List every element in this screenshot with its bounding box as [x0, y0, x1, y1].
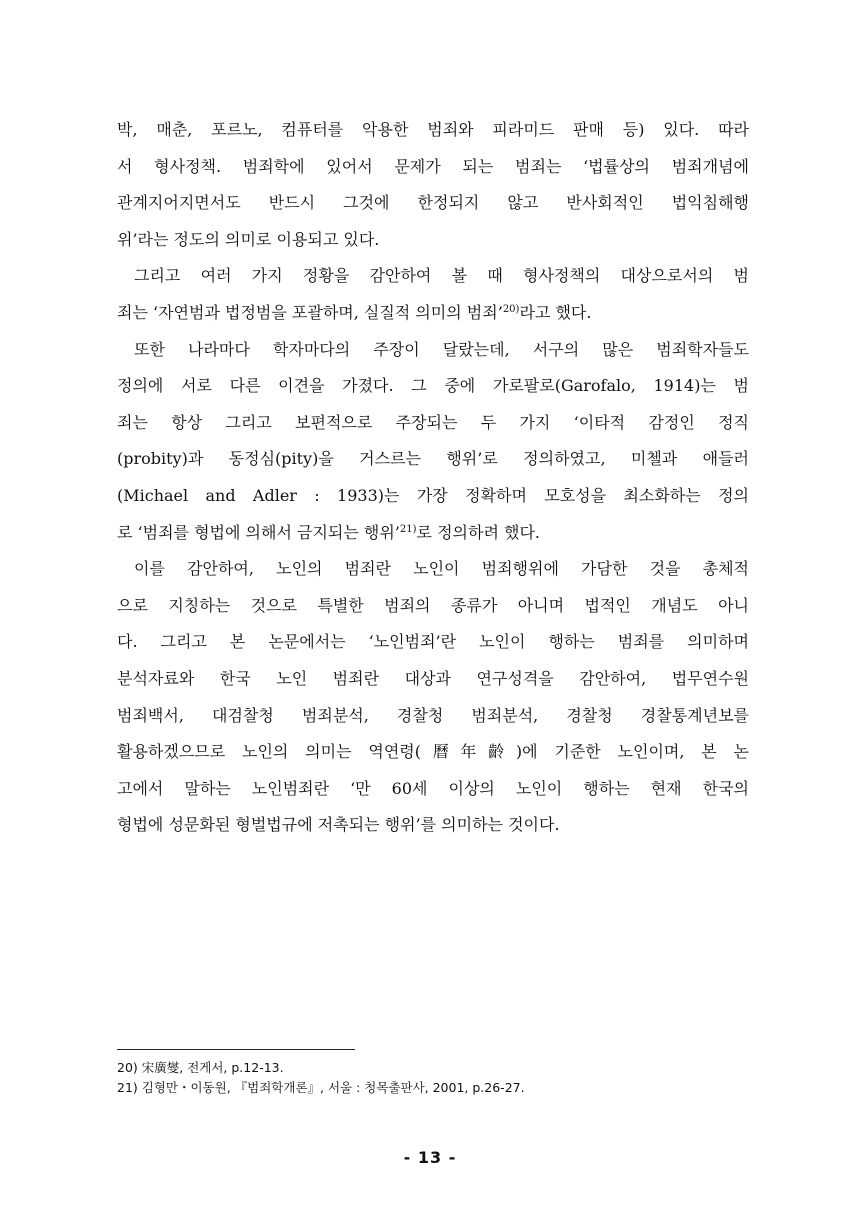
- text-line: 관계지어지면서도 반드시 그것에 한정되지 않고 반사회적인 법익침해행: [117, 193, 749, 213]
- text-line: (Michael and Adler : 1933)는 가장 정확하며 모호성을 최소화하는 정의: [117, 485, 749, 505]
- text-line-with-footnote: [117, 295, 749, 332]
- text-line: 죄는 항상 그리고 보편적으로 주장되는 두 가지 ‘이타적 감정인 정직: [117, 412, 749, 432]
- footnote-20: 20) 宋廣燮, 전게서, p.12-13.: [117, 1060, 284, 1075]
- footnote-21: 21) 김형만・이동원, 『범죄학개론』, 서울 : 청목출판사, 2001, p.26-27.: [117, 1080, 525, 1095]
- text-line: 또한 나라마다 학자마다의 주장이 달랐는데, 서구의 많은 범죄학자들도: [134, 339, 749, 359]
- text-line: 다. 그리고 본 논문에서는 ‘노인범죄’란 노인이 행하는 범죄를 의미하며: [117, 632, 749, 652]
- text-line: 형법에 성문화된 형벌법규에 저촉되는 행위’를 의미하는 것이다.: [117, 815, 560, 835]
- text-line: 위’라는 정도의 의미로 이용되고 있다.: [117, 229, 380, 249]
- text-segment: 로 정의하려 했다.: [416, 522, 540, 542]
- text-line: 그리고 여러 가지 정황을 감안하여 볼 때 형사정책의 대상으로서의 범: [134, 266, 749, 286]
- footnotes: [117, 1058, 757, 1098]
- text-line: 으로 지칭하는 것으로 특별한 범죄의 종류가 아니며 법적인 개념도 아니: [117, 595, 749, 615]
- text-line: (probity)과 동정심(pity)을 거스르는 행위’로 정의하였고, 미첼과 애들러: [117, 449, 749, 469]
- text-segment: 라고 했다.: [519, 302, 592, 322]
- text-line: 서 형사정책. 범죄학에 있어서 문제가 되는 범죄는 ‘법률상의 범죄개념에: [117, 156, 749, 176]
- text-line: 범죄백서, 대검찰청 범죄분석, 경찰청 범죄분석, 경찰청 경찰통계년보를: [117, 705, 749, 725]
- text-segment: 죄는 ‘자연범과 법정범을 포괄하며, 실질적 의미의 범죄’: [117, 302, 503, 322]
- text-line: 분석자료와 한국 노인 범죄란 대상과 연구성격을 감안하여, 법무연수원: [117, 668, 749, 688]
- text-line-with-footnote: [117, 515, 749, 552]
- footnote-ref-21: 21): [399, 523, 417, 535]
- text-line: 박, 매춘, 포르노, 컴퓨터를 악용한 범죄와 피라미드 판매 등) 있다. 따라: [117, 120, 749, 139]
- text-line: 이를 감안하여, 노인의 범죄란 노인이 범죄행위에 가담한 것을 총체적: [134, 559, 749, 579]
- body-text: [117, 112, 749, 844]
- footnote-ref-20: 20): [502, 303, 520, 315]
- text-line: 활용하겠으므로 노인의 의미는 역연령(曆年齡)에 기준한 노인이며, 본 논: [117, 742, 749, 762]
- text-line: 고에서 말하는 노인범죄란 ‘만 60세 이상의 노인이 행하는 현재 한국의: [117, 778, 749, 798]
- page-number: - 13 -: [403, 1148, 457, 1167]
- text-segment: 로 ‘범죄를 형법에 의해서 금지되는 행위’: [117, 522, 400, 542]
- footnote-divider: [117, 1049, 355, 1050]
- text-line: 정의에 서로 다른 이견을 가졌다. 그 중에 가로팔로(Garofalo, 1914)는 범: [117, 376, 749, 396]
